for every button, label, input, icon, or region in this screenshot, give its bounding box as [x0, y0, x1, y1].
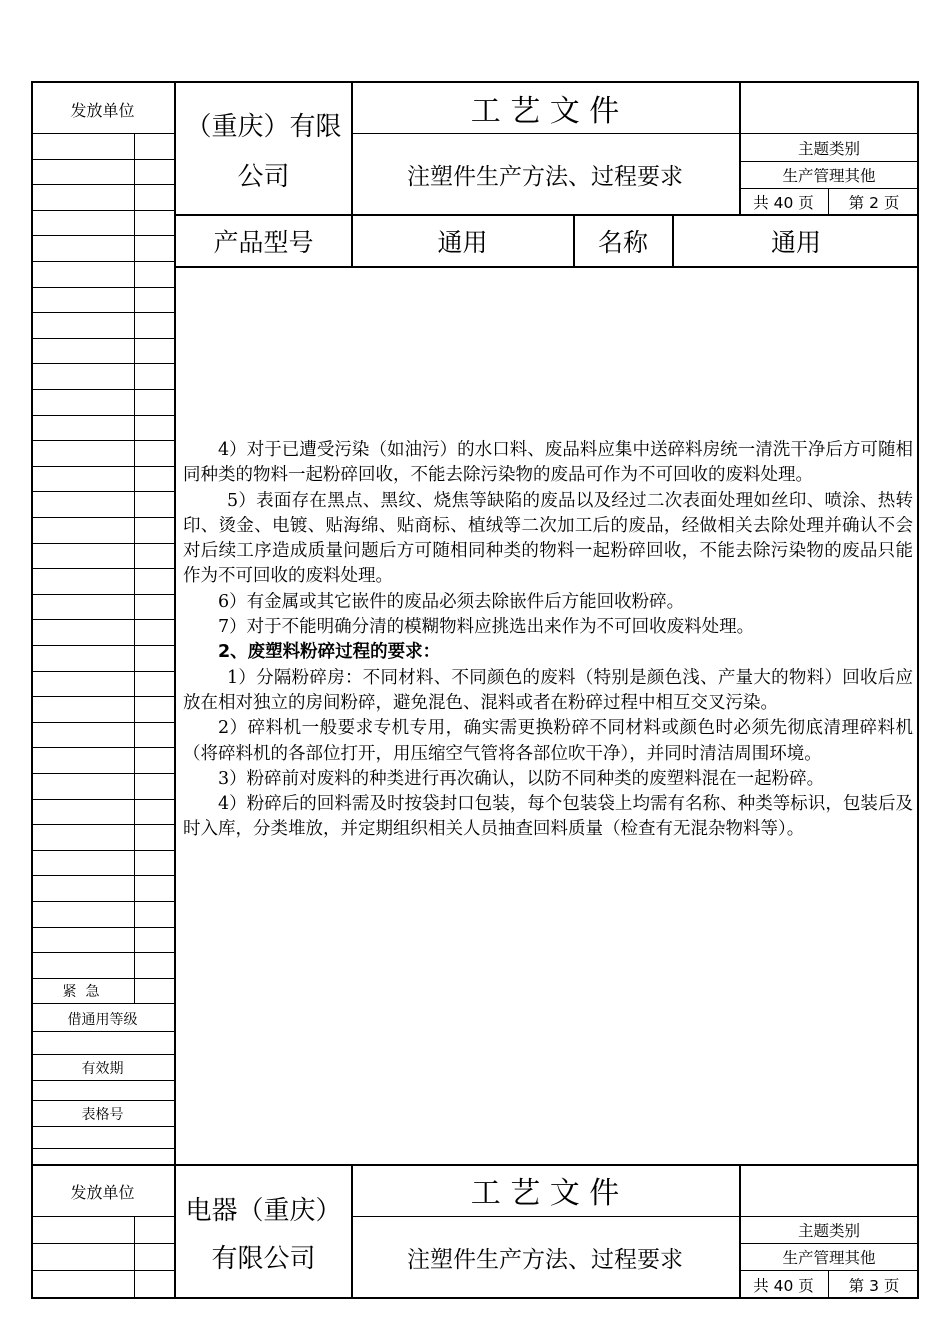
sidebar-row-line — [31, 517, 174, 518]
footer-company-line2: 有限公司 — [211, 1243, 316, 1274]
sidebar-row-line — [31, 491, 174, 492]
footer-issuer-label: 发放单位 — [70, 1182, 135, 1202]
sidebar-row-line — [31, 210, 174, 211]
sidebar-row-line — [31, 389, 174, 390]
name-value: 通用 — [770, 228, 821, 257]
sidebar-row-line — [31, 159, 174, 160]
topic-value: 生产管理其他 — [782, 167, 876, 185]
footer-sidebar-col — [134, 1216, 135, 1299]
sidebar-row-line — [31, 312, 174, 313]
sidebar-row-line — [31, 1126, 174, 1127]
name-label: 名称 — [597, 228, 648, 257]
footer-company-line1: 电器（重庆） — [185, 1195, 342, 1226]
footer-sidebar-line — [31, 1243, 174, 1244]
sidebar-row-line — [31, 901, 174, 902]
footer-sidebar-line — [31, 1270, 174, 1271]
sidebar-row-line — [31, 543, 174, 544]
sidebar-row-line — [31, 1080, 174, 1081]
sidebar-row-line — [31, 850, 174, 851]
sidebar-row-line — [31, 671, 174, 672]
sidebar-row-line — [31, 952, 174, 953]
sidebar-row-line — [31, 338, 174, 339]
sidebar-row-line — [31, 363, 174, 364]
sidebar-column-line — [134, 133, 135, 1003]
paragraph: 4）对于已遭受污染（如油污）的水口料、废品料应集中送碎料房统一清洗干净后方可随相同种类的物料一起粉碎回收，不能去除污染物的废品可作为不可回收的废料处理。 — [183, 440, 913, 486]
sidebar-row-line — [31, 466, 174, 467]
doc-subject: 注塑件生产方法、过程要求 — [407, 163, 683, 190]
sidebar-row-line — [31, 927, 174, 928]
sidebar-row-line — [31, 747, 174, 748]
paragraph: 6）有金属或其它嵌件的废品必须去除嵌件后方能回收粉碎。 — [218, 591, 685, 612]
footer-doc-title: 工 艺 文 件 — [470, 1176, 620, 1211]
product-model-label: 产品型号 — [213, 228, 314, 257]
sidebar-row-line — [31, 824, 174, 825]
sidebar-row-line — [31, 568, 174, 569]
sidebar-row-line — [31, 1054, 174, 1055]
total-pages: 共 40 页 — [753, 193, 814, 212]
sidebar-row-line — [31, 184, 174, 185]
sidebar-row-line — [31, 287, 174, 288]
sidebar-row-line — [31, 415, 174, 416]
body-text — [183, 438, 913, 843]
topic-label: 主题类别 — [797, 140, 860, 158]
company-name-line2: 公司 — [237, 161, 290, 192]
paragraph: 5）表面存在黑点、黑纹、烧焦等缺陷的废品以及经过二次表面处理如丝印、喷涂、热转印、烫金、电镀、贴海绵、贴商标、植绒等二次加工后的废品，经做相关去除处理并确认不会对后续工序造成质量问题后方可随相同种类的物料一起粉碎回收，不能去除污染物的废品只能作为不可回收的废料处理。 — [183, 490, 913, 587]
sidebar-row-line — [31, 645, 174, 646]
footer-topic-label: 主题类别 — [797, 1222, 860, 1240]
footer-doc-subject: 注塑件生产方法、过程要求 — [407, 1246, 683, 1273]
sidebar-row-line — [31, 978, 174, 979]
model-row-bottom-line — [174, 266, 919, 268]
sidebar-row-line — [31, 594, 174, 595]
sidebar-row-line — [31, 1148, 174, 1149]
sidebar-row-line — [31, 799, 174, 800]
sidebar-row-line — [31, 875, 174, 876]
sidebar-row-line — [31, 696, 174, 697]
form-number-label: 表格号 — [81, 1107, 124, 1123]
sidebar-row-line — [31, 773, 174, 774]
sidebar-row-line — [31, 1003, 174, 1004]
issuer-label: 发放单位 — [70, 100, 135, 120]
sidebar-row-line — [31, 1100, 174, 1101]
footer-sidebar-line — [31, 1216, 174, 1217]
footer-page-number: 第 3 页 — [848, 1276, 900, 1295]
sidebar-row-line — [31, 133, 174, 134]
sidebar-row-line — [31, 440, 174, 441]
footer-total-pages: 共 40 页 — [753, 1276, 814, 1295]
product-model-value: 通用 — [437, 228, 488, 257]
sidebar-row-line — [31, 1031, 174, 1032]
paragraph: 1）分隔粉碎房：不同材料、不同颜色的废料（特别是颜色浅、产量大的物料）回收后应放在相对独立的房间粉碎，避免混色、混料或者在粉碎过程中相互交叉污染。 — [183, 667, 913, 713]
sidebar-row-line — [31, 619, 174, 620]
borrow-level-label: 借通用等级 — [67, 1012, 138, 1028]
paragraph: 3）粉碎前对废料的种类进行再次确认，以防不同种类的废塑料混在一起粉碎。 — [218, 768, 825, 789]
footer-topic-value: 生产管理其他 — [782, 1249, 876, 1267]
sidebar-row-line — [31, 261, 174, 262]
paragraph: 2）碎料机一般要求专机专用，确实需更换粉碎不同材料或颜色时必须先彻底清理碎料机（将碎料机的各部位打开，用压缩空气管将各部位吹干净），并同时清洁周围环境。 — [183, 718, 913, 764]
sidebar-row-line — [31, 722, 174, 723]
paragraph: 4）粉碎后的回料需及时按袋封口包装，每个包装袋上均需有名称、种类等标识，包装后及时入库，分类堆放，并定期组织相关人员抽查回料质量（检查有无混杂物料等）。 — [183, 794, 913, 840]
sidebar-row-line — [31, 235, 174, 236]
section-heading: 2、废塑料粉碎过程的要求： — [218, 642, 441, 663]
validity-label: 有效期 — [81, 1061, 124, 1077]
doc-title: 工 艺 文 件 — [470, 94, 620, 129]
page-number: 第 2 页 — [848, 193, 900, 212]
paragraph: 7）对于不能明确分清的模糊物料应挑选出来作为不可回收废料处理。 — [218, 617, 755, 638]
company-name-line1: （重庆）有限 — [185, 111, 342, 142]
urgent-label: 紧 急 — [62, 984, 100, 1000]
